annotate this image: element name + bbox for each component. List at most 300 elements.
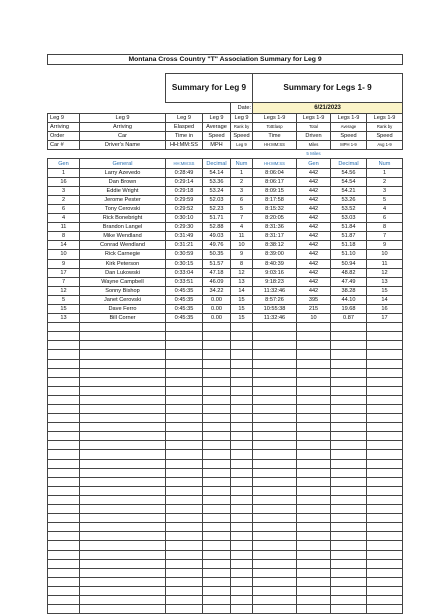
- empty-cell: [80, 368, 166, 377]
- empty-cell: [48, 505, 80, 514]
- table-cell: 8:20:05: [253, 214, 297, 223]
- empty-row: [48, 514, 403, 523]
- empty-cell: [367, 595, 403, 604]
- empty-cell: [203, 486, 231, 495]
- empty-cell: [367, 395, 403, 404]
- table-cell: 53.26: [331, 195, 367, 204]
- empty-cell: [203, 450, 231, 459]
- table-cell: 53.24: [203, 186, 231, 195]
- table-cell: 8: [48, 232, 80, 241]
- miles-spacer: [367, 150, 403, 159]
- table-cell: 6: [48, 204, 80, 213]
- empty-row: [48, 350, 403, 359]
- section-leg-heading: Summary for Leg 9: [166, 74, 253, 103]
- empty-cell: [331, 505, 367, 514]
- empty-cell: [203, 468, 231, 477]
- empty-cell: [231, 423, 253, 432]
- table-cell: 12: [48, 286, 80, 295]
- table-cell: 8:31:36: [253, 223, 297, 232]
- table-cell: Kirk Peterson: [80, 259, 166, 268]
- header-cell: Rank by: [367, 123, 403, 132]
- table-cell: 51.18: [331, 241, 367, 250]
- table-cell: Janet Cerovski: [80, 295, 166, 304]
- empty-cell: [231, 459, 253, 468]
- empty-cell: [331, 495, 367, 504]
- empty-cell: [367, 550, 403, 559]
- empty-cell: [297, 532, 331, 541]
- empty-cell: [48, 486, 80, 495]
- table-cell: Jerome Pester: [80, 195, 166, 204]
- header-cell: Elasped: [166, 123, 203, 132]
- empty-cell: [331, 605, 367, 614]
- empty-cell: [203, 359, 231, 368]
- column-header: General: [80, 159, 166, 168]
- empty-cell: [80, 586, 166, 595]
- date-row: [48, 103, 403, 114]
- empty-cell: [203, 441, 231, 450]
- empty-cell: [331, 486, 367, 495]
- empty-cell: [203, 386, 231, 395]
- empty-cell: [253, 377, 297, 386]
- table-cell: 0:30:59: [166, 250, 203, 259]
- empty-cell: [231, 441, 253, 450]
- table-cell: 7: [231, 214, 253, 223]
- table-cell: 11: [367, 259, 403, 268]
- table-cell: 44.10: [331, 295, 367, 304]
- empty-cell: [166, 523, 203, 532]
- header-cell: HH:MM:SS: [253, 141, 297, 150]
- empty-cell: [367, 441, 403, 450]
- empty-cell: [166, 505, 203, 514]
- empty-cell: [253, 368, 297, 377]
- table-cell: 0:31:21: [166, 241, 203, 250]
- table-cell: 34.22: [203, 286, 231, 295]
- table-cell: 12: [367, 268, 403, 277]
- empty-cell: [367, 523, 403, 532]
- empty-cell: [166, 586, 203, 595]
- table-cell: Dave Ferro: [80, 304, 166, 313]
- empty-cell: [231, 432, 253, 441]
- header-cell: Arriving: [80, 123, 166, 132]
- empty-cell: [48, 332, 80, 341]
- empty-cell: [297, 332, 331, 341]
- empty-cell: [331, 359, 367, 368]
- empty-cell: [80, 332, 166, 341]
- table-cell: 2: [48, 195, 80, 204]
- empty-cell: [231, 477, 253, 486]
- empty-cell: [253, 595, 297, 604]
- empty-cell: [203, 605, 231, 614]
- miles-spacer: [203, 150, 231, 159]
- table-row: [48, 295, 403, 304]
- blank-cell: [48, 65, 403, 74]
- table-cell: 10:55:38: [253, 304, 297, 313]
- empty-cell: [297, 368, 331, 377]
- miles-spacer: [331, 150, 367, 159]
- table-cell: Eddie Wright: [80, 186, 166, 195]
- empty-cell: [166, 405, 203, 414]
- empty-cell: [367, 386, 403, 395]
- column-header: Num: [367, 159, 403, 168]
- empty-cell: [166, 441, 203, 450]
- table-cell: Tony Cerovski: [80, 204, 166, 213]
- header-cell: Leg 9: [231, 114, 253, 123]
- table-row: [48, 304, 403, 313]
- table-cell: 10: [367, 250, 403, 259]
- empty-cell: [231, 332, 253, 341]
- empty-cell: [253, 450, 297, 459]
- empty-cell: [331, 323, 367, 332]
- column-header-row: [48, 159, 403, 168]
- empty-cell: [231, 532, 253, 541]
- empty-cell: [48, 423, 80, 432]
- empty-cell: [231, 468, 253, 477]
- empty-row: [48, 468, 403, 477]
- table-cell: Rick Carnegie: [80, 250, 166, 259]
- empty-cell: [80, 441, 166, 450]
- empty-row: [48, 377, 403, 386]
- empty-cell: [253, 568, 297, 577]
- empty-cell: [253, 495, 297, 504]
- empty-cell: [367, 586, 403, 595]
- empty-row: [48, 532, 403, 541]
- empty-row: [48, 414, 403, 423]
- empty-cell: [231, 586, 253, 595]
- empty-cell: [80, 386, 166, 395]
- miles-row: [48, 150, 403, 159]
- table-cell: 7: [367, 232, 403, 241]
- empty-cell: [166, 459, 203, 468]
- header-cell: Car #: [48, 141, 80, 150]
- empty-cell: [203, 532, 231, 541]
- empty-cell: [48, 514, 80, 523]
- header-cell: Legs 1-9: [367, 114, 403, 123]
- empty-cell: [166, 541, 203, 550]
- table-cell: 52.03: [203, 195, 231, 204]
- empty-cell: [331, 432, 367, 441]
- empty-cell: [203, 550, 231, 559]
- empty-cell: [48, 532, 80, 541]
- table-cell: 0:45:35: [166, 286, 203, 295]
- empty-cell: [231, 341, 253, 350]
- empty-cell: [297, 523, 331, 532]
- empty-cell: [367, 414, 403, 423]
- header-cell: Arriving: [48, 123, 80, 132]
- empty-cell: [367, 359, 403, 368]
- table-cell: 215: [297, 304, 331, 313]
- empty-cell: [203, 323, 231, 332]
- column-header: HH:MM:SS: [253, 159, 297, 168]
- table-cell: 51.10: [331, 250, 367, 259]
- empty-cell: [367, 468, 403, 477]
- empty-cell: [331, 468, 367, 477]
- empty-cell: [166, 341, 203, 350]
- empty-cell: [48, 586, 80, 595]
- table-cell: 0.87: [331, 314, 367, 323]
- header-cell: Time in: [166, 132, 203, 141]
- empty-cell: [297, 505, 331, 514]
- empty-cell: [253, 550, 297, 559]
- empty-cell: [80, 559, 166, 568]
- empty-cell: [297, 586, 331, 595]
- empty-row: [48, 368, 403, 377]
- empty-cell: [331, 532, 367, 541]
- table-cell: Sonny Bishop: [80, 286, 166, 295]
- table-cell: 9: [231, 250, 253, 259]
- header-cell: Average: [203, 123, 231, 132]
- empty-cell: [48, 341, 80, 350]
- section-row: [48, 74, 403, 103]
- empty-cell: [203, 414, 231, 423]
- empty-cell: [80, 405, 166, 414]
- empty-cell: [297, 341, 331, 350]
- table-row: [48, 168, 403, 177]
- table-cell: 15: [48, 304, 80, 313]
- empty-cell: [166, 377, 203, 386]
- empty-cell: [203, 423, 231, 432]
- empty-cell: [166, 332, 203, 341]
- empty-cell: [48, 559, 80, 568]
- table-cell: 0:31:49: [166, 232, 203, 241]
- miles-spacer: [48, 150, 80, 159]
- empty-row: [48, 341, 403, 350]
- blank-row: [48, 65, 403, 74]
- table-cell: 8:17:58: [253, 195, 297, 204]
- column-header: Decimal: [331, 159, 367, 168]
- empty-cell: [203, 405, 231, 414]
- empty-cell: [231, 386, 253, 395]
- table-row: [48, 214, 403, 223]
- header-cell: Car: [80, 132, 166, 141]
- empty-cell: [48, 550, 80, 559]
- empty-cell: [367, 605, 403, 614]
- table-cell: 1: [231, 168, 253, 177]
- table-row: [48, 177, 403, 186]
- table-cell: 12: [231, 268, 253, 277]
- table-cell: 5: [231, 204, 253, 213]
- table-cell: 7: [48, 277, 80, 286]
- table-cell: 0:45:35: [166, 314, 203, 323]
- table-cell: 8:09:15: [253, 186, 297, 195]
- empty-cell: [331, 523, 367, 532]
- header-cell: HH:MM:SS: [166, 141, 203, 150]
- empty-cell: [48, 377, 80, 386]
- empty-cell: [203, 568, 231, 577]
- table-cell: 49.76: [203, 241, 231, 250]
- empty-cell: [367, 332, 403, 341]
- table-cell: 16: [48, 177, 80, 186]
- table-cell: 38.28: [331, 286, 367, 295]
- empty-cell: [331, 559, 367, 568]
- empty-row: [48, 359, 403, 368]
- empty-cell: [297, 395, 331, 404]
- table-row: [48, 241, 403, 250]
- empty-cell: [331, 568, 367, 577]
- empty-cell: [80, 468, 166, 477]
- table-cell: Conrad Wendland: [80, 241, 166, 250]
- empty-cell: [166, 559, 203, 568]
- empty-cell: [166, 414, 203, 423]
- empty-cell: [231, 405, 253, 414]
- empty-cell: [203, 523, 231, 532]
- header-cell: Driven: [297, 132, 331, 141]
- empty-cell: [231, 568, 253, 577]
- empty-row: [48, 386, 403, 395]
- empty-cell: [253, 414, 297, 423]
- empty-cell: [48, 441, 80, 450]
- section-legs-heading: Summary for Legs 1- 9: [253, 74, 403, 103]
- table-cell: 0:29:18: [166, 186, 203, 195]
- empty-cell: [166, 386, 203, 395]
- table-cell: 10: [297, 314, 331, 323]
- empty-cell: [231, 541, 253, 550]
- empty-cell: [80, 595, 166, 604]
- table-cell: 51.71: [203, 214, 231, 223]
- header-cell: Leg 9: [231, 141, 253, 150]
- empty-cell: [297, 423, 331, 432]
- header-cell: Leg 9: [80, 114, 166, 123]
- section-spacer: [48, 74, 166, 103]
- empty-cell: [297, 477, 331, 486]
- empty-row: [48, 423, 403, 432]
- empty-cell: [253, 459, 297, 468]
- column-header: Gen: [297, 159, 331, 168]
- empty-cell: [80, 450, 166, 459]
- empty-cell: [231, 495, 253, 504]
- empty-cell: [367, 350, 403, 359]
- table-cell: Wayne Campbell: [80, 277, 166, 286]
- empty-cell: [367, 505, 403, 514]
- table-cell: 0:29:30: [166, 223, 203, 232]
- empty-cell: [367, 486, 403, 495]
- table-cell: 53.36: [203, 177, 231, 186]
- empty-cell: [297, 323, 331, 332]
- table-cell: 46.09: [203, 277, 231, 286]
- table-cell: 15: [231, 314, 253, 323]
- table-cell: 51.84: [331, 223, 367, 232]
- empty-cell: [48, 323, 80, 332]
- empty-cell: [203, 514, 231, 523]
- empty-cell: [166, 395, 203, 404]
- empty-cell: [231, 486, 253, 495]
- table-cell: 3: [367, 186, 403, 195]
- empty-cell: [331, 450, 367, 459]
- table-cell: 53.52: [331, 204, 367, 213]
- table-cell: 8:06:17: [253, 177, 297, 186]
- empty-row: [48, 495, 403, 504]
- table-cell: 50.94: [331, 259, 367, 268]
- empty-cell: [48, 450, 80, 459]
- empty-cell: [166, 450, 203, 459]
- empty-cell: [48, 568, 80, 577]
- empty-cell: [48, 414, 80, 423]
- empty-cell: [80, 414, 166, 423]
- empty-cell: [80, 605, 166, 614]
- empty-row: [48, 441, 403, 450]
- empty-row: [48, 586, 403, 595]
- header-cell: Total: [297, 123, 331, 132]
- table-cell: 11:32:46: [253, 314, 297, 323]
- table-cell: 48.82: [331, 268, 367, 277]
- empty-cell: [367, 377, 403, 386]
- empty-cell: [166, 550, 203, 559]
- table-cell: Rick Bonebright: [80, 214, 166, 223]
- header-cell: Speed: [331, 132, 367, 141]
- empty-cell: [166, 605, 203, 614]
- table-cell: 0.00: [203, 295, 231, 304]
- empty-cell: [48, 523, 80, 532]
- empty-cell: [203, 332, 231, 341]
- empty-cell: [80, 568, 166, 577]
- empty-cell: [231, 350, 253, 359]
- table-cell: 19.68: [331, 304, 367, 313]
- empty-cell: [80, 423, 166, 432]
- empty-cell: [80, 377, 166, 386]
- empty-row: [48, 541, 403, 550]
- header-cell: Legs 1-9: [331, 114, 367, 123]
- table-cell: 9:03:16: [253, 268, 297, 277]
- empty-cell: [297, 359, 331, 368]
- header-cell: Speed: [231, 132, 253, 141]
- header-row: [48, 141, 403, 150]
- table-cell: 52.23: [203, 204, 231, 213]
- table-cell: 14: [48, 241, 80, 250]
- table-row: [48, 286, 403, 295]
- date-value: 6/21/2023: [253, 103, 403, 114]
- empty-cell: [203, 595, 231, 604]
- empty-cell: [231, 359, 253, 368]
- table-cell: Bill Corner: [80, 314, 166, 323]
- column-header: Gen: [48, 159, 80, 168]
- empty-cell: [367, 450, 403, 459]
- empty-cell: [166, 514, 203, 523]
- empty-cell: [203, 377, 231, 386]
- empty-cell: [203, 341, 231, 350]
- table-cell: 49.03: [203, 232, 231, 241]
- empty-cell: [80, 323, 166, 332]
- empty-cell: [253, 486, 297, 495]
- empty-cell: [297, 559, 331, 568]
- empty-cell: [80, 541, 166, 550]
- table-cell: 0:30:10: [166, 214, 203, 223]
- column-header: Decimal: [203, 159, 231, 168]
- empty-cell: [80, 350, 166, 359]
- table-cell: 442: [297, 168, 331, 177]
- header-cell: Speed: [367, 132, 403, 141]
- table-cell: 54.14: [203, 168, 231, 177]
- miles-spacer: [166, 150, 203, 159]
- table-cell: 0.00: [203, 314, 231, 323]
- empty-cell: [80, 532, 166, 541]
- empty-cell: [297, 350, 331, 359]
- empty-cell: [48, 405, 80, 414]
- empty-row: [48, 595, 403, 604]
- summary-sheet: [47, 54, 402, 614]
- empty-cell: [231, 514, 253, 523]
- column-header: HH:MM:SS: [166, 159, 203, 168]
- empty-cell: [253, 341, 297, 350]
- table-cell: Mike Wendland: [80, 232, 166, 241]
- empty-cell: [166, 323, 203, 332]
- empty-row: [48, 577, 403, 586]
- empty-row: [48, 395, 403, 404]
- empty-cell: [253, 468, 297, 477]
- table-cell: 1: [367, 168, 403, 177]
- table-cell: 8:38:12: [253, 241, 297, 250]
- table-cell: 442: [297, 223, 331, 232]
- empty-cell: [253, 559, 297, 568]
- header-row: [48, 132, 403, 141]
